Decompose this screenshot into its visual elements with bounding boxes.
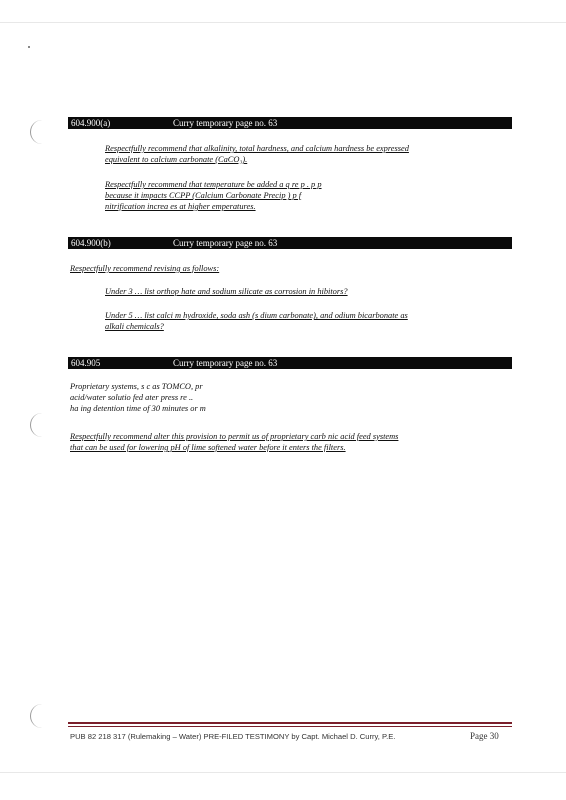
paragraph-line: Under 3 … list orthop hate and sodium silicate as corrosion in hibitors?: [105, 287, 348, 296]
paragraph-line: ha ing detention time of 30 minutes or m: [70, 404, 206, 413]
paragraph-line: Respectfully recommend revising as follows:: [70, 264, 220, 273]
paragraph-line: because it impacts CCPP (Calcium Carbonate Precip ) p f: [105, 191, 302, 200]
paragraph-line: equivalent to calcium carbonate (CaCO₃).: [105, 155, 248, 164]
section-code: 604.905: [71, 358, 101, 368]
paragraph-line: alkali chemicals?: [105, 322, 164, 331]
section-page-ref: Curry temporary page no. 63: [173, 238, 278, 248]
scan-edge-bottom: [0, 772, 566, 773]
paragraph-line: that can be used for lowering pH of lime softened water before it enters the filters.: [70, 443, 346, 452]
section-code: 604.900(a): [71, 118, 111, 128]
punch-hole-bottom: [30, 704, 45, 728]
paragraph-line: acid/water solutio fed ater press re ..: [70, 393, 194, 402]
section-page-ref: Curry temporary page no. 63: [173, 118, 278, 128]
paragraph-line: Proprietary systems, s c as TOMCO, pr: [70, 382, 203, 391]
paragraph-line: nitrification increa es at higher emperatures.: [105, 202, 256, 211]
footer-rule: [68, 722, 512, 724]
section-code: 604.900(b): [71, 238, 111, 248]
section-header-604-900b: [68, 237, 512, 249]
scan-edge-top: [0, 22, 566, 23]
paragraph-line: Respectfully recommend that temperature be added a q re p . p p: [105, 180, 322, 189]
punch-hole-top: [30, 120, 45, 144]
section-page-ref: Curry temporary page no. 63: [173, 358, 278, 368]
page-number: Page 30: [470, 731, 499, 741]
footer-citation: PUB 82 218 317 (Rulemaking – Water) PRE-FILED TESTIMONY by Capt. Michael D. Curry, P.E.: [70, 732, 396, 741]
section-header-604-905: [68, 357, 512, 369]
paragraph-line: Under 5 … list calci m hydroxide, soda ash (s dium carbonate), and odium bicarbonate as: [105, 311, 408, 320]
section-header-604-900a: [68, 117, 512, 129]
scan-speck: [28, 46, 30, 48]
paragraph-line: Respectfully recommend alter this provision to permit us of proprietary carb nic acid feed systems: [70, 432, 399, 441]
punch-hole-middle: [30, 413, 45, 437]
paragraph-line: Respectfully recommend that alkalinity, total hardness, and calcium hardness be expressed: [105, 144, 409, 153]
footer-rule: [68, 726, 512, 727]
